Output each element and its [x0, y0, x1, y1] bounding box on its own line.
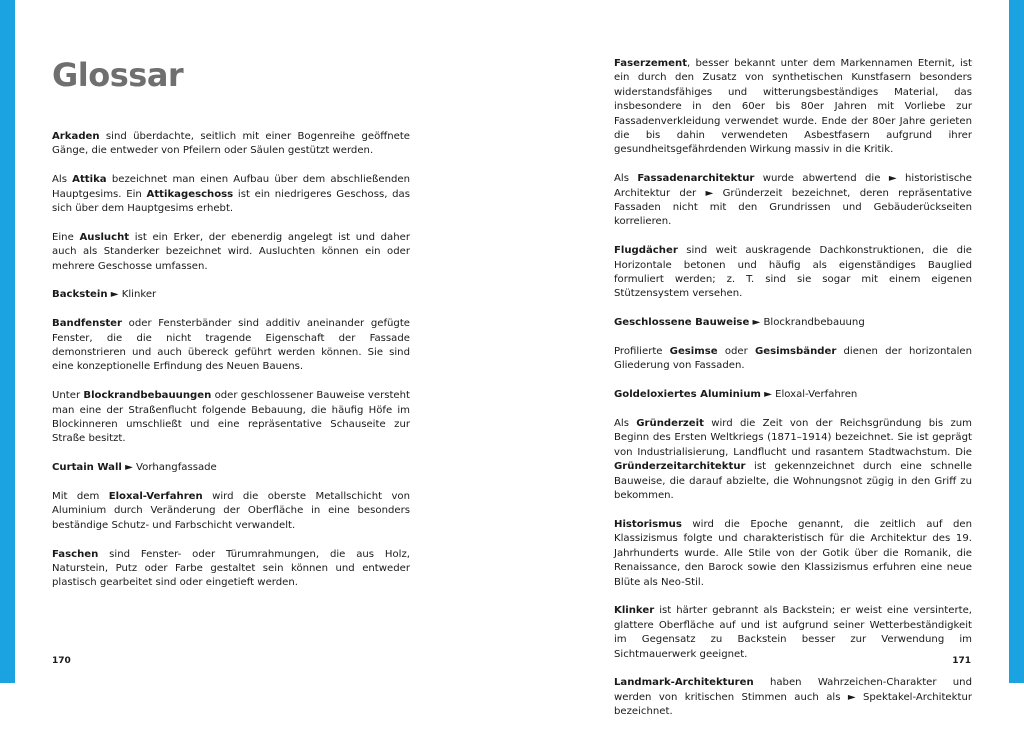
glossary-term: Flugdächer: [614, 245, 678, 257]
glossary-text: wird die Epoche genannt, die zeitlich auf den Klassizismus folgte und charakteristisch für die Architektur des 19. Jahrhunderts wurde. Alle Stile von der Gotik über die Romanik, die Renaissance, den Barock sowie den Klassizismus erfuhren eine neue Blüte als Neo-Stil.: [614, 518, 972, 588]
glossary-entry: [614, 316, 972, 330]
glossary-term: Arkaden: [52, 131, 100, 142]
glossary-term: Attikageschoss: [146, 188, 234, 200]
left-edge-bar: [0, 0, 15, 683]
glossary-text: Eine: [52, 231, 80, 243]
left-page: [15, 0, 512, 683]
glossary-text: oder geschlossener Bauweise versteht man eine der Straßenflucht folgende Bebauung, die häufig Höfe im Blockinneren umschließt und eine repräsentative Schauseite zur Straße besitzt.: [52, 390, 410, 445]
glossary-text: wurde abwertend die ► historistische Architektur der ► Gründerzeit bezeichnet, deren repräsentative Fassaden nicht mit den Grundrissen und Gebäuderückseiten korrelieren.: [614, 173, 972, 228]
glossary-entry: [52, 173, 410, 216]
glossary-entry: [52, 389, 410, 447]
glossary-crossref: ► Vorhangfassade: [121, 462, 217, 474]
glossary-term: Gesimse: [669, 346, 718, 358]
glossary-term: Eloxal-Verfahren: [108, 491, 203, 503]
glossary-entry: [614, 345, 972, 374]
glossary-entry: [614, 604, 972, 662]
glossary-entry: [52, 461, 410, 475]
glossary-crossref: ► Blockrandbebauung: [749, 317, 865, 329]
glossary-text: sind überdachte, seitlich mit einer Bogenreihe geöffnete Gänge, die entweder von Pfeilern oder Säulen gestützt werden.: [52, 131, 410, 157]
glossary-entry: [52, 130, 410, 159]
glossary-term: Faschen: [52, 548, 99, 560]
glossary-text: haben Wahrzeichen-Charakter und werden von kritischen Stimmen auch als ► Spektakel-Architektur bezeichnet.: [614, 677, 972, 718]
glossary-term: Fassadenarchitektur: [637, 173, 755, 185]
glossary-entry: [52, 490, 410, 533]
glossary-term: Gründerzeitarchitektur: [614, 461, 746, 473]
glossary-term: Klinker: [614, 605, 655, 617]
glossary-text: sind Fenster- oder Türumrahmungen, die aus Holz, Naturstein, Putz oder Farbe gestaltet sein können und entweder plastisch gearbeitet sind oder eingetieft werden.: [52, 548, 410, 589]
glossary-text: Als: [614, 418, 637, 430]
glossary-entry: [52, 288, 410, 302]
glossary-term: Bandfenster: [52, 318, 122, 330]
glossary-text: sind weit auskragende Dachkonstruktionen, die die Horizontale betonen und häufig als eigenständiges Bauglied formuliert werden; z. T. sind sie sogar mit einem eigenen Stützensystem versehen.: [614, 245, 972, 300]
glossary-text: Als: [52, 174, 73, 186]
glossary-text: wird die oberste Metallschicht von Aluminium durch Veränderung der Oberfläche in eine besonders beständige Schutz- und Farbschicht verwandelt.: [52, 491, 411, 531]
right-edge-bar: [1009, 0, 1024, 683]
glossary-term: Goldeloxiertes Aluminium: [614, 389, 761, 401]
glossary-term: Blockrandbebauungen: [83, 390, 212, 402]
glossary-text: Unter: [52, 390, 84, 402]
glossary-column-left: [52, 130, 410, 605]
page-number: 170: [52, 656, 71, 666]
page-number: 171: [952, 656, 971, 666]
glossary-text: ist härter gebrannt als Backstein; er weist eine versinterte, glattere Oberfläche auf und ist aufgrund seiner Wetterbeständigkeit im Gegensatz zu Backstein besser zur Verwendung im Sichtmauerwerk geeignet.: [614, 605, 972, 660]
glossary-term: Auslucht: [79, 231, 130, 243]
glossary-text: wird die Zeit von der Reichsgründung bis zum Beginn des Ersten Weltkriegs (1871–1914) bezeichnet. Sie ist geprägt von Industrialisierung, Landflucht und rasantem Stadtwachstum. Die: [614, 418, 972, 458]
glossary-entry: [614, 388, 972, 402]
glossary-term: Attika: [72, 174, 107, 186]
glossary-column-right: [614, 57, 972, 734]
glossary-term: Historismus: [614, 518, 682, 530]
glossary-term: Landmark-Architekturen: [614, 677, 754, 689]
glossary-text: oder: [717, 346, 755, 358]
page-title: Glossar: [52, 56, 184, 94]
glossary-entry: [52, 231, 410, 274]
glossary-entry: [614, 244, 972, 302]
glossary-text: , besser bekannt unter dem Markennamen Eternit, ist ein durch den Zusatz von synthetischen Kunstfasern besonders widerstandsfähiges und witterungsbeständiges Material, das insbesondere in den 60er bis 80er Jahren mit Vorliebe zur Fassadenverkleidung verwendet wurde. Ende der 80er Jahre gerieten die bis dahin verwendeten Asbestfasern aufgrund ihrer gesundheitsgefährdenden Wirkung massiv in die Kritik.: [614, 58, 972, 156]
glossary-entry: [52, 548, 410, 591]
glossary-text: Profilierte: [614, 346, 670, 358]
glossary-term: Geschlossene Bauweise: [614, 317, 750, 329]
glossary-crossref: ► Eloxal-Verfahren: [760, 389, 858, 401]
glossary-term: Gründerzeit: [636, 418, 704, 430]
glossary-crossref: ► Klinker: [107, 289, 157, 301]
glossary-text: Als: [614, 173, 638, 185]
glossary-entry: [614, 172, 972, 230]
glossary-term: Gesimsbänder: [754, 346, 837, 358]
glossary-term: Faserzement: [614, 58, 688, 69]
glossary-text: dienen der horizontalen Gliederung von Fassaden.: [614, 346, 972, 372]
glossary-term: Backstein: [52, 289, 108, 301]
glossary-entry: [614, 518, 972, 590]
glossary-text: ist gekennzeichnet durch eine schnelle Bauweise, die darauf abzielte, die Wohnungsnot zügig in den Griff zu bekommen.: [614, 461, 972, 502]
glossary-text: ist ein Erker, der ebenerdig angelegt ist und daher auch als Standerker bezeichnet wird. Ausluchten können ein oder mehrere Geschosse umfassen.: [52, 231, 410, 272]
glossary-text: Mit dem: [52, 491, 109, 503]
glossary-term: Curtain Wall: [52, 462, 122, 474]
glossary-text: bezeichnet man einen Aufbau über dem abschließenden Hauptgesims. Ein: [52, 174, 410, 200]
glossary-text: ist ein niedrigeres Geschoss, das sich über dem Hauptgesims erhebt.: [52, 188, 411, 215]
glossary-entry: [614, 417, 972, 503]
right-page: [512, 0, 1009, 718]
glossary-entry: [614, 57, 972, 158]
glossary-text: oder Fensterbänder sind additiv aneinander gefügte Fenster, die die nicht tragende Eigenschaft der Fassade demonstrieren und auch übereck geführt werden können. Sie sind eine konzeptionelle Erfindung des Neuen Bauens.: [52, 318, 410, 373]
glossary-entry: [52, 317, 410, 375]
